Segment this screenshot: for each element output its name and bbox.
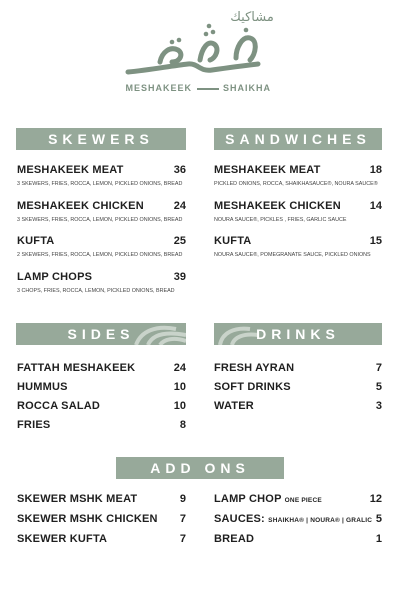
menu-item-price: 12 xyxy=(369,493,382,505)
menu-item-description: NOURA SAUCE®, PICKLES , FRIES, GARLIC SAUCE xyxy=(214,217,347,223)
brand-name-left: MESHAKEEK xyxy=(125,83,192,93)
menu-item-name: KUFTA xyxy=(17,235,55,247)
section-title: SIDES xyxy=(67,326,135,342)
menu-item-description: 2 SKEWERS, FRIES, ROCCA, LEMON, PICKLED ONIONS, BREAD xyxy=(17,252,183,258)
menu-item-price: 8 xyxy=(179,419,186,431)
menu-item-name: MESHAKEEK MEAT xyxy=(17,164,124,176)
menu-item-price: 10 xyxy=(173,400,186,412)
menu-item-price: 5 xyxy=(375,513,382,525)
menu-item-price: 24 xyxy=(173,362,186,374)
addon-name: SAUCES: xyxy=(214,513,265,525)
menu-item-price: 1 xyxy=(375,533,382,545)
section-header-sides xyxy=(16,323,186,345)
menu-item-price: 39 xyxy=(173,271,186,283)
section-title: SANDWICHES xyxy=(225,131,371,147)
section-header-addons xyxy=(116,457,284,479)
menu-item-price: 7 xyxy=(179,513,186,525)
brand-arabic-small: مشاكيك xyxy=(230,10,274,25)
menu-item-price: 7 xyxy=(179,533,186,545)
menu-item-name: MESHAKEEK MEAT xyxy=(214,164,321,176)
menu-item-name: FRESH AYRAN xyxy=(214,362,295,374)
menu-item-price: 9 xyxy=(179,493,186,505)
menu-item-name: FRIES xyxy=(17,419,51,431)
section-title: DRINKS xyxy=(256,326,340,342)
menu-item-name: BREAD xyxy=(214,533,255,545)
menu-item-name: ROCCA SALAD xyxy=(17,400,101,412)
section-title: ADD ONS xyxy=(150,460,250,476)
menu-item-name: SKEWER MSHK MEAT xyxy=(17,493,138,505)
menu-item-description: NOURA SAUCE®, POMEGRANATE SAUCE, PICKLED ONIONS xyxy=(214,252,371,258)
addon-name: LAMP CHOP xyxy=(214,493,282,505)
menu-item-description: 3 CHOPS, FRIES, ROCCA, LEMON, PICKLED ONIONS, BREAD xyxy=(17,288,175,294)
section-header-drinks xyxy=(214,323,382,345)
menu-item-name: MESHAKEEK CHICKEN xyxy=(214,200,341,212)
section-header-skewers xyxy=(16,128,186,150)
menu-item-name: KUFTA xyxy=(214,235,252,247)
menu-item-price: 25 xyxy=(173,235,186,247)
menu-item-name: MESHAKEEK CHICKEN xyxy=(17,200,144,212)
section-header-sandwiches xyxy=(214,128,382,150)
menu-item-price: 36 xyxy=(173,164,186,176)
arabic-calligraphy-logo xyxy=(0,0,400,100)
menu-item-name: SKEWER MSHK CHICKEN xyxy=(17,513,158,525)
addon-note: ONE PIECE xyxy=(284,497,322,504)
menu-item-price: 10 xyxy=(173,381,186,393)
menu-item-name: LAMP CHOPS xyxy=(17,271,93,283)
section-title: SKEWERS xyxy=(48,131,154,147)
menu-item-description: 3 SKEWERS, FRIES, ROCCA, LEMON, PICKLED ONIONS, BREAD xyxy=(17,181,183,187)
menu-item-price: 3 xyxy=(375,400,382,412)
brand-divider xyxy=(197,88,219,90)
menu-item-price: 24 xyxy=(173,200,186,212)
brand-name-right: SHAIKHA xyxy=(223,83,272,93)
menu-item-description: 3 SKEWERS, FRIES, ROCCA, LEMON, PICKLED ONIONS, BREAD xyxy=(17,217,183,223)
addon-note: SHAIKHA® | NOURA® | GRALIC xyxy=(268,517,373,524)
menu-item-name: WATER xyxy=(214,400,254,412)
menu-item-price: 5 xyxy=(375,381,382,393)
menu-item-price: 15 xyxy=(369,235,382,247)
menu-item-name: SKEWER KUFTA xyxy=(17,533,108,545)
menu-item-name: FATTAH MESHAKEEK xyxy=(17,362,136,374)
menu-item-name xyxy=(214,493,322,505)
menu-item-name: HUMMUS xyxy=(17,381,68,393)
menu-item-description: PICKLED ONIONS, ROCCA, SHAIKHASAUCE®, NOURA SAUCE® xyxy=(214,181,378,187)
menu-item-price: 14 xyxy=(369,200,382,212)
menu-item-price: 18 xyxy=(369,164,382,176)
menu-item-name: SOFT DRINKS xyxy=(214,381,291,393)
brand-logo xyxy=(0,0,400,100)
menu-item-price: 7 xyxy=(375,362,382,374)
